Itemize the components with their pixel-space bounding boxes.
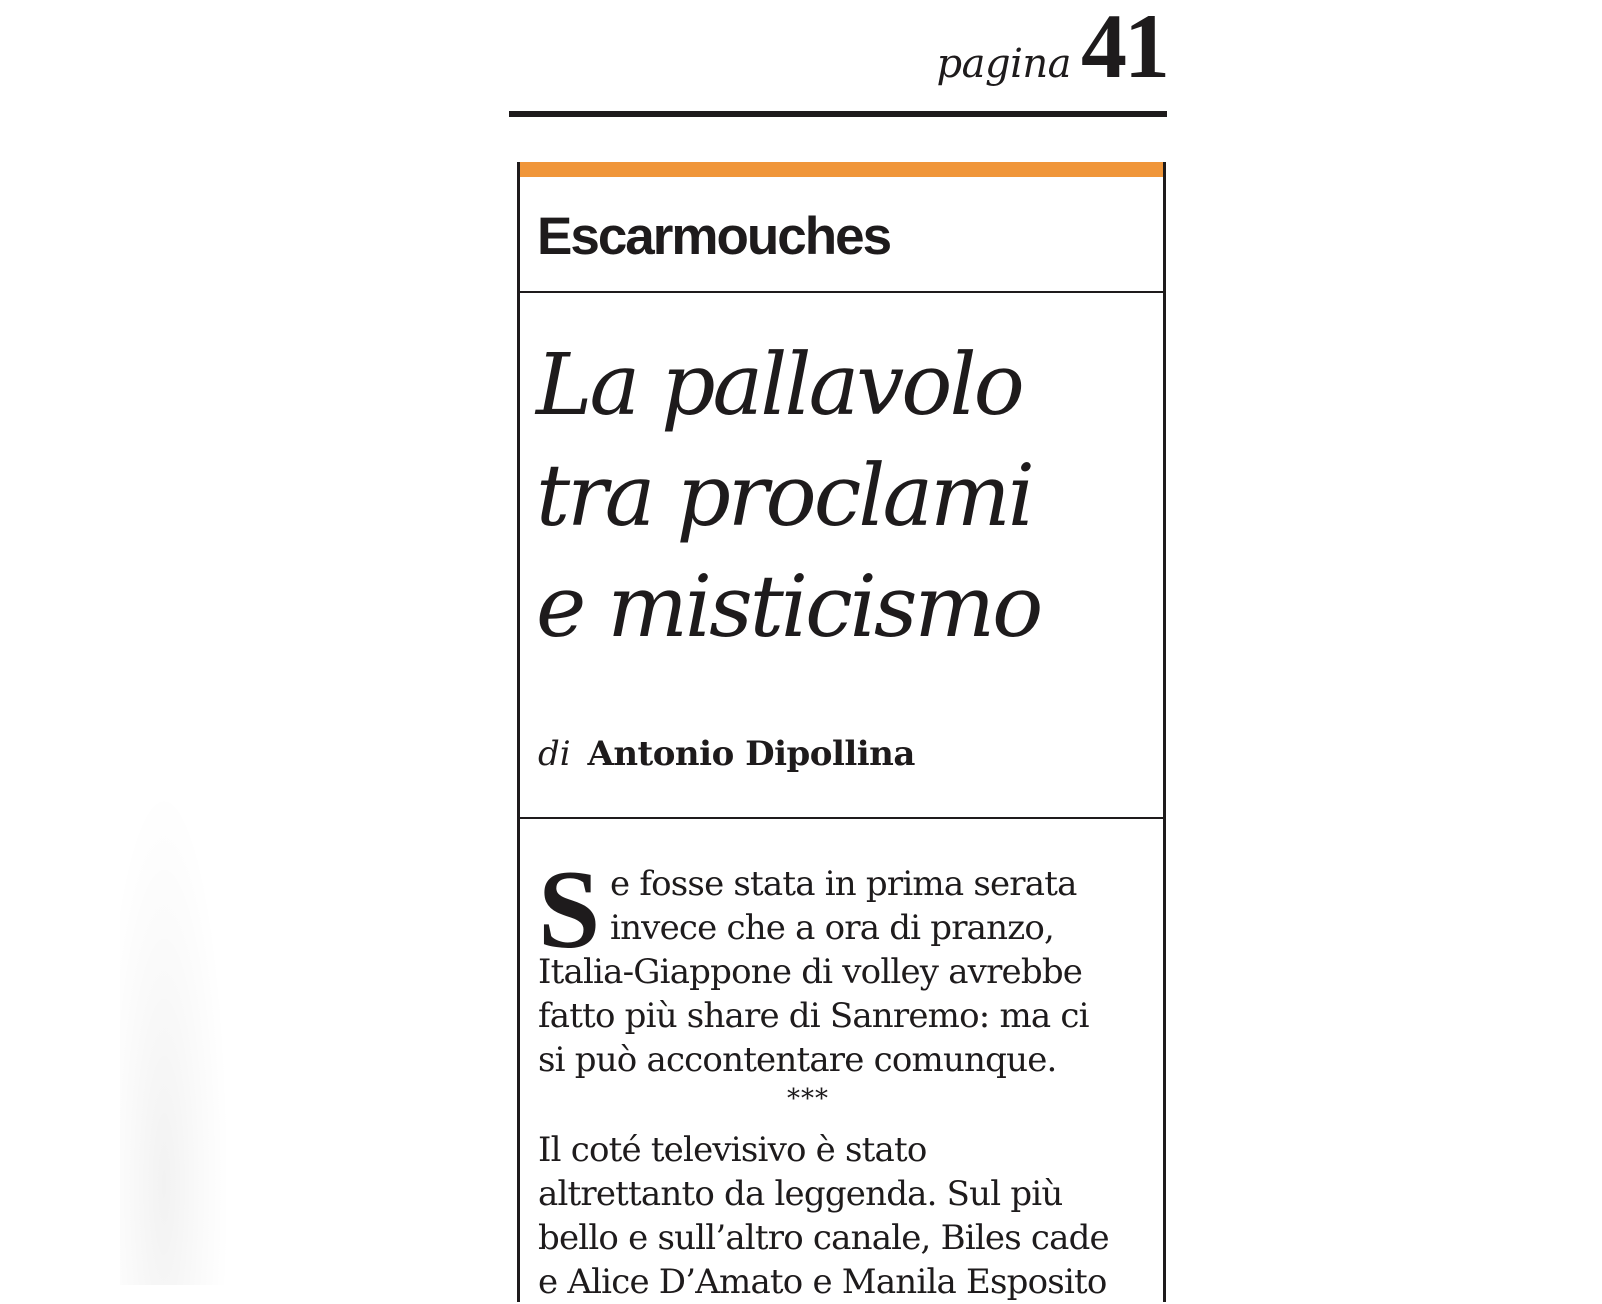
page-edge-shadow <box>120 780 230 1285</box>
header-rule <box>509 111 1167 117</box>
rubric <box>537 196 890 276</box>
page-header <box>509 0 1167 120</box>
headline-line: e misticismo <box>536 558 1041 657</box>
article-body <box>538 848 1146 1304</box>
body-line: altrettanto da leggenda. Sul più <box>538 1174 1063 1214</box>
headline <box>536 330 1136 663</box>
page-number-block <box>937 0 1167 100</box>
byline-author: Antonio Dipollina <box>587 734 915 774</box>
byline-divider <box>520 817 1163 819</box>
article-box <box>517 162 1166 1302</box>
headline-line: tra proclami <box>536 447 1032 546</box>
page-word: pagina <box>936 41 1071 87</box>
body-line: e fosse stata in prima serata <box>610 864 1077 904</box>
paragraph-2 <box>538 1128 1146 1304</box>
body-line: bello e sull’altro canale, Biles cade <box>538 1218 1109 1258</box>
rubric-divider <box>520 291 1163 293</box>
rubric-label: Escarmouches <box>537 206 891 266</box>
body-line: e Alice D’Amato e Manila Esposito <box>538 1262 1107 1302</box>
paragraph-1 <box>538 848 1146 1082</box>
drop-cap: S <box>538 848 600 972</box>
body-line: fatto più share di Sanremo: ma ci <box>538 996 1089 1036</box>
accent-bar <box>520 162 1163 177</box>
body-line: si può accontentare comunque. <box>538 1040 1057 1080</box>
headline-line: La pallavolo <box>536 336 1022 435</box>
byline <box>538 734 915 774</box>
page-number: 41 <box>1081 0 1167 97</box>
body-line: invece che a ora di pranzo, <box>610 908 1055 948</box>
body-line: Italia-Giappone di volley avrebbe <box>538 952 1083 992</box>
byline-prefix: di <box>538 734 571 774</box>
section-separator: *** <box>787 1084 829 1114</box>
body-line: Il coté televisivo è stato <box>538 1130 927 1170</box>
